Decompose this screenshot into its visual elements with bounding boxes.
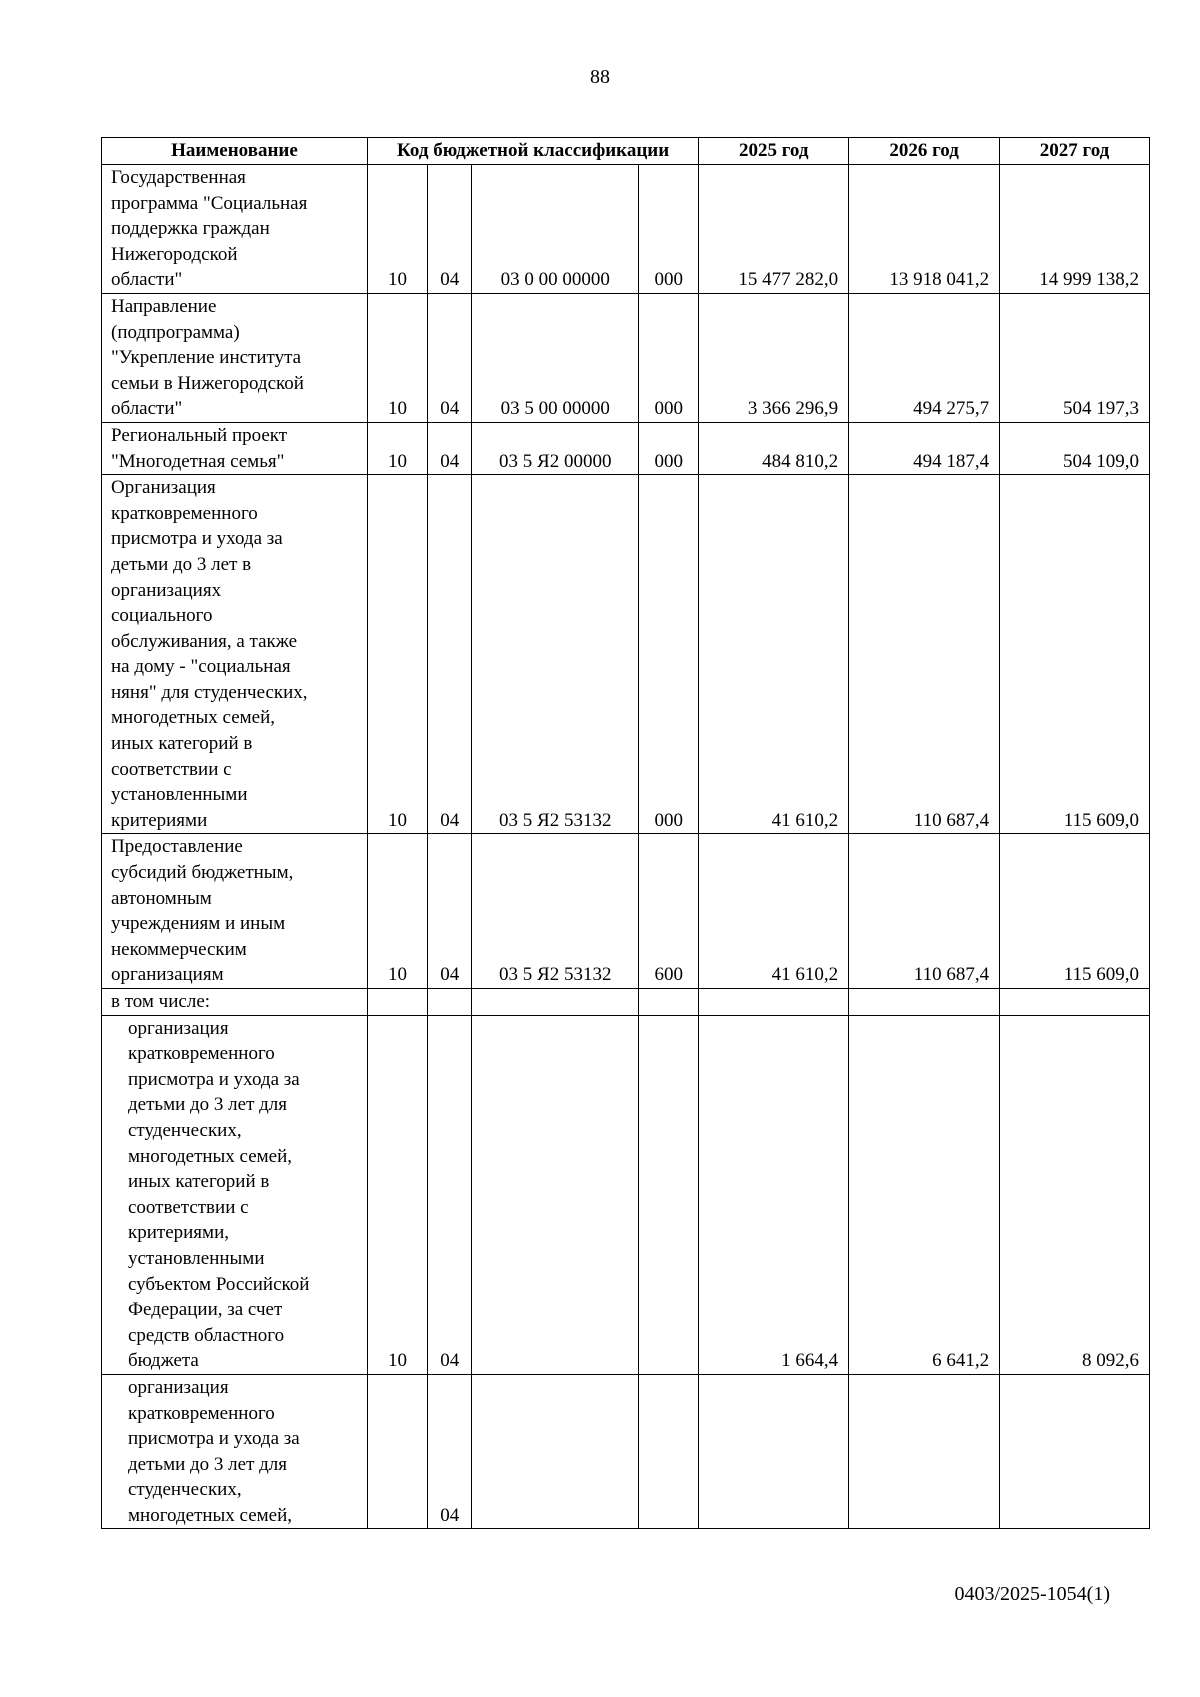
row-value-2025: 41 610,2 — [699, 475, 849, 834]
row-target-code — [472, 1015, 639, 1374]
row-value-2026: 110 687,4 — [849, 475, 1000, 834]
row-section-code: 10 — [367, 422, 427, 474]
row-subsection-code: 04 — [428, 475, 472, 834]
row-target-code: 03 5 Я2 53132 — [472, 834, 639, 989]
row-value-2025 — [699, 989, 849, 1016]
table-row — [102, 1374, 1150, 1529]
row-value-2026: 110 687,4 — [849, 834, 1000, 989]
row-section-code: 10 — [367, 293, 427, 422]
row-expense-type-code: 000 — [639, 165, 699, 294]
table-row — [102, 422, 1150, 474]
table-row — [102, 1015, 1150, 1374]
table-row — [102, 475, 1150, 834]
row-subsection-code: 04 — [428, 422, 472, 474]
header-code: Код бюджетной классификации — [367, 138, 698, 165]
row-subsection-code — [428, 989, 472, 1016]
row-name: организация кратковременного присмотра и ухода за детьми до 3 лет для студенческих, многодетных семей, — [102, 1374, 368, 1529]
row-value-2027: 14 999 138,2 — [1000, 165, 1150, 294]
row-value-2025: 41 610,2 — [699, 834, 849, 989]
row-section-code: 10 — [367, 834, 427, 989]
row-value-2026 — [849, 1374, 1000, 1529]
row-expense-type-code — [639, 1015, 699, 1374]
row-name: Направление (подпрограмма) "Укрепление института семьи в Нижегородской области" — [102, 293, 368, 422]
table-header-row — [102, 138, 1150, 165]
header-2027: 2027 год — [1000, 138, 1150, 165]
row-value-2027: 504 109,0 — [1000, 422, 1150, 474]
row-subsection-code: 04 — [428, 293, 472, 422]
header-2026: 2026 год — [849, 138, 1000, 165]
row-expense-type-code: 000 — [639, 293, 699, 422]
row-expense-type-code — [639, 1374, 699, 1529]
row-name: Организация кратковременного присмотра и ухода за детьми до 3 лет в организациях социального обслуживания, а также на дому - "социальная няня" для студенческих, многодетных семей, иных категорий в соответствии с установленными критериями — [102, 475, 368, 834]
row-value-2025: 484 810,2 — [699, 422, 849, 474]
row-subsection-code: 04 — [428, 1015, 472, 1374]
row-subsection-code: 04 — [428, 834, 472, 989]
row-expense-type-code: 000 — [639, 475, 699, 834]
row-name: в том числе: — [102, 989, 368, 1016]
row-target-code: 03 5 Я2 00000 — [472, 422, 639, 474]
row-value-2025: 1 664,4 — [699, 1015, 849, 1374]
row-value-2027: 115 609,0 — [1000, 834, 1150, 989]
row-section-code: 10 — [367, 1015, 427, 1374]
row-name: Региональный проект "Многодетная семья" — [102, 422, 368, 474]
row-target-code: 03 5 Я2 53132 — [472, 475, 639, 834]
row-section-code: 10 — [367, 475, 427, 834]
row-section-code: 10 — [367, 165, 427, 294]
row-name: организация кратковременного присмотра и ухода за детьми до 3 лет для студенческих, многодетных семей, иных категорий в соответствии с критериями, установленными субъектом Российской Федерации, за счет средств областного бюджета — [102, 1015, 368, 1374]
row-value-2026: 494 275,7 — [849, 293, 1000, 422]
row-value-2026: 494 187,4 — [849, 422, 1000, 474]
row-section-code — [367, 1374, 427, 1529]
page-number: 88 — [590, 66, 610, 88]
row-subsection-code: 04 — [428, 165, 472, 294]
budget-table — [101, 137, 1150, 1529]
table-row — [102, 165, 1150, 294]
table-row — [102, 834, 1150, 989]
table-row — [102, 989, 1150, 1016]
row-value-2027 — [1000, 1374, 1150, 1529]
table-row — [102, 293, 1150, 422]
row-target-code: 03 5 00 00000 — [472, 293, 639, 422]
header-name: Наименование — [102, 138, 368, 165]
row-expense-type-code: 000 — [639, 422, 699, 474]
row-value-2026 — [849, 989, 1000, 1016]
row-value-2027 — [1000, 989, 1150, 1016]
row-value-2026: 13 918 041,2 — [849, 165, 1000, 294]
row-subsection-code: 04 — [428, 1374, 472, 1529]
row-section-code — [367, 989, 427, 1016]
row-target-code: 03 0 00 00000 — [472, 165, 639, 294]
row-value-2027: 115 609,0 — [1000, 475, 1150, 834]
row-value-2025 — [699, 1374, 849, 1529]
document-code: 0403/2025-1054(1) — [954, 1583, 1110, 1605]
row-value-2025: 3 366 296,9 — [699, 293, 849, 422]
row-value-2027: 504 197,3 — [1000, 293, 1150, 422]
row-target-code — [472, 1374, 639, 1529]
row-name: Государственная программа "Социальная поддержка граждан Нижегородской области" — [102, 165, 368, 294]
row-value-2025: 15 477 282,0 — [699, 165, 849, 294]
row-value-2026: 6 641,2 — [849, 1015, 1000, 1374]
row-name: Предоставление субсидий бюджетным, автономным учреждениям и иным некоммерческим организациям — [102, 834, 368, 989]
row-expense-type-code: 600 — [639, 834, 699, 989]
row-value-2027: 8 092,6 — [1000, 1015, 1150, 1374]
row-target-code — [472, 989, 639, 1016]
row-expense-type-code — [639, 989, 699, 1016]
header-2025: 2025 год — [699, 138, 849, 165]
